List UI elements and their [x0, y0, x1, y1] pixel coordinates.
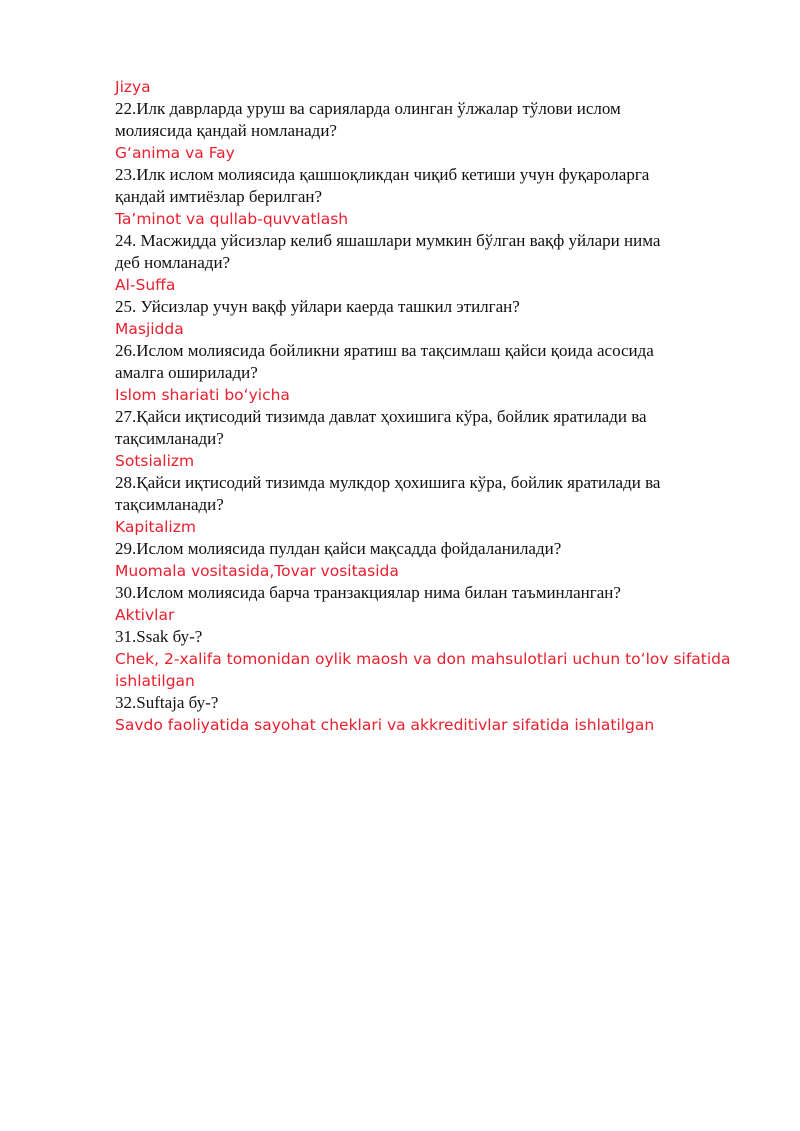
- question-line: 27.Қайси иқтисодий тизимда давлат ҳохишига кўра, бойлик яратилади ва: [115, 407, 647, 426]
- answer-line: Chek, 2-xalifa tomonidan oylik maosh va don mahsulotlari uchun toʻlov sifatida: [115, 650, 731, 668]
- question-line: 29.Ислом молиясида пулдан қайси мақсадда фойдаланилади?: [115, 539, 562, 558]
- question-line: 25. Уйсизлар учун вақф уйлари каерда ташкил этилган?: [115, 297, 520, 316]
- answer-line: Sotsializm: [115, 452, 195, 470]
- answer-line: Kapitalizm: [115, 518, 196, 536]
- question-line: 22.Илк даврларда уруш ва сарияларда олинган ўлжалар тўлови ислом: [115, 99, 621, 118]
- question-line: қандай имтиёзлар берилган?: [115, 187, 323, 206]
- question-line: тақсимланади?: [115, 495, 224, 514]
- question-line: молиясида қандай номланади?: [115, 121, 337, 140]
- question-line: 32.Suftaja бу-?: [115, 693, 219, 712]
- answer-line: Al-Suffa: [115, 276, 176, 294]
- question-line: 23.Илк ислом молиясида қашшоқликдан чиқиб кетиши учун фуқароларга: [115, 165, 650, 184]
- question-line: тақсимланади?: [115, 429, 224, 448]
- question-line: 26.Ислом молиясида бойликни яратиш ва тақсимлаш қайси қоида асосида: [115, 341, 654, 360]
- question-line: 28.Қайси иқтисодий тизимда мулкдор ҳохишига кўра, бойлик яратилади ва: [115, 473, 661, 492]
- answer-line: ishlatilgan: [115, 672, 195, 690]
- document-page: [115, 76, 755, 736]
- answer-line: Jizya: [115, 78, 151, 96]
- answer-line: Aktivlar: [115, 606, 175, 624]
- answer-line: G‘anima va Fay: [115, 144, 235, 162]
- answer-line: Masjidda: [115, 320, 184, 338]
- question-line: амалга оширилади?: [115, 363, 258, 382]
- answer-line: Muomala vositasida,Tovar vositasida: [115, 562, 399, 580]
- answer-line: Islom shariati boʻyicha: [115, 386, 290, 404]
- question-line: 24. Масжидда уйсизлар келиб яшашлари мумкин бўлган вақф уйлари нима: [115, 231, 661, 250]
- answer-line: Taʼminot va qullab-quvvatlash: [115, 210, 349, 228]
- question-line: 31.Ssak бу-?: [115, 627, 203, 646]
- answer-line: Savdo faoliyatida sayohat cheklari va akkreditivlar sifatida ishlatilgan: [115, 716, 655, 734]
- question-line: 30.Ислом молиясида барча транзакциялар нима билан таъминланган?: [115, 583, 621, 602]
- question-line: деб номланади?: [115, 253, 231, 272]
